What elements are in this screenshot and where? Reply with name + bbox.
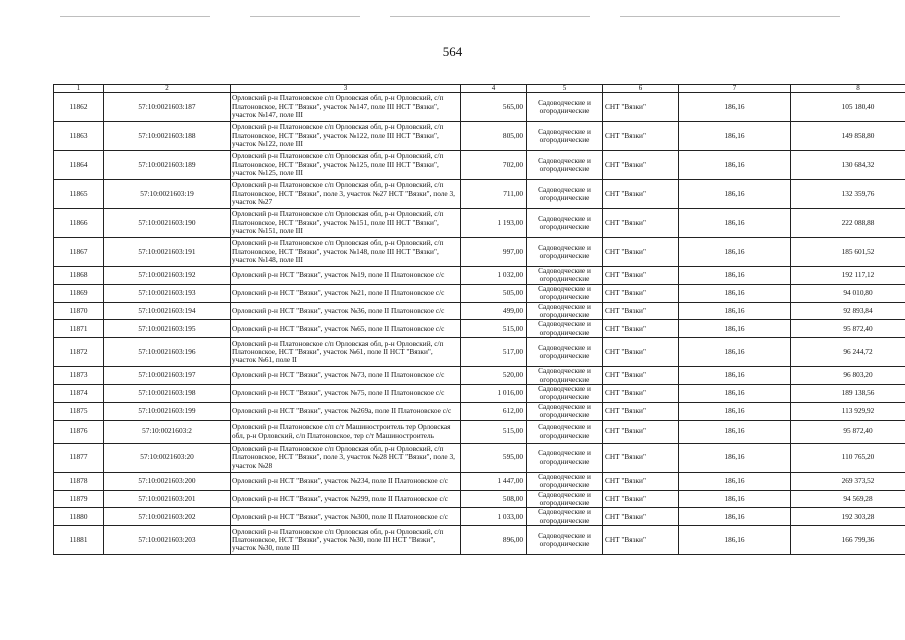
- land-use-cell: Садоводческие и огороднические: [527, 526, 603, 555]
- land-use-cell: Садоводческие и огороднические: [527, 267, 603, 285]
- cadastral-number: 57:10:0021603:19: [104, 180, 231, 209]
- cadastral-number: 57:10:0021603:193: [104, 284, 231, 302]
- table-row: [54, 338, 905, 367]
- cadastral-number: 57:10:0021603:194: [104, 302, 231, 320]
- organization-cell: СНТ "Вязки": [603, 267, 679, 285]
- header-row: [54, 85, 905, 93]
- table-row: [54, 238, 905, 267]
- row-number: 11871: [54, 320, 104, 338]
- area-cell: 896,00: [461, 526, 527, 555]
- row-number: 11862: [54, 93, 104, 122]
- column-header: 5: [527, 85, 603, 93]
- organization-cell: СНТ "Вязки": [603, 151, 679, 180]
- cadastral-value-cell: 95 872,40: [791, 320, 905, 338]
- organization-cell: СНТ "Вязки": [603, 284, 679, 302]
- price-cell: 186,16: [679, 508, 791, 526]
- address-cell: Орловский р-н Платоновское с/п Орловская обл, р-н Орловский, с/п Платоновское, НСТ "Вязки", участок №125, поле III НСТ "Вязки", участок №125, поле III: [231, 151, 461, 180]
- address-cell: Орловский р-н Платоновское с/п Орловская обл, р-н Орловский, с/п Платоновское, НСТ "Вязки", участок №61, поле II НСТ "Вязки", участок №61, поле II: [231, 338, 461, 367]
- price-cell: 186,16: [679, 122, 791, 151]
- land-use-cell: Садоводческие и огороднические: [527, 443, 603, 472]
- organization-cell: СНТ "Вязки": [603, 302, 679, 320]
- organization-cell: СНТ "Вязки": [603, 402, 679, 420]
- table-row: [54, 526, 905, 555]
- area-cell: 612,00: [461, 402, 527, 420]
- price-cell: 186,16: [679, 385, 791, 403]
- land-use-cell: Садоводческие и огороднические: [527, 472, 603, 490]
- cadastral-number: 57:10:0021603:191: [104, 238, 231, 267]
- organization-cell: СНТ "Вязки": [603, 420, 679, 443]
- area-cell: 508,00: [461, 490, 527, 508]
- cadastral-value-cell: 192 303,28: [791, 508, 905, 526]
- table-row: [54, 93, 905, 122]
- row-number: 11875: [54, 402, 104, 420]
- price-cell: 186,16: [679, 209, 791, 238]
- land-use-cell: Садоводческие и огороднические: [527, 151, 603, 180]
- row-number: 11876: [54, 420, 104, 443]
- land-use-cell: Садоводческие и огороднические: [527, 320, 603, 338]
- organization-cell: СНТ "Вязки": [603, 367, 679, 385]
- address-cell: Орловский р-н НСТ "Вязки", участок №73, поле II Платоновское с/с: [231, 367, 461, 385]
- table-row: [54, 420, 905, 443]
- row-number: 11865: [54, 180, 104, 209]
- column-header: 1: [54, 85, 104, 93]
- land-use-cell: Садоводческие и огороднические: [527, 180, 603, 209]
- land-use-cell: Садоводческие и огороднические: [527, 385, 603, 403]
- cadastral-value-cell: 166 799,36: [791, 526, 905, 555]
- land-use-cell: Садоводческие и огороднические: [527, 93, 603, 122]
- cadastral-value-cell: 222 088,88: [791, 209, 905, 238]
- address-cell: Орловский р-н НСТ "Вязки", участок №36, поле II Платоновское с/с: [231, 302, 461, 320]
- address-cell: Орловский р-н НСТ "Вязки", участок №269а, поле II Платоновское с/с: [231, 402, 461, 420]
- area-cell: 1 016,00: [461, 385, 527, 403]
- area-cell: 515,00: [461, 420, 527, 443]
- table-row: [54, 367, 905, 385]
- row-number: 11867: [54, 238, 104, 267]
- area-cell: 520,00: [461, 367, 527, 385]
- cadastral-number: 57:10:0021603:197: [104, 367, 231, 385]
- area-cell: 595,00: [461, 443, 527, 472]
- land-use-cell: Садоводческие и огороднические: [527, 490, 603, 508]
- row-number: 11863: [54, 122, 104, 151]
- cadastral-value-cell: 185 601,52: [791, 238, 905, 267]
- address-cell: Орловский р-н НСТ "Вязки", участок №65, поле II Платоновское с/с: [231, 320, 461, 338]
- address-cell: Орловский р-н Платоновское с/п Орловская обл, р-н Орловский, с/п Платоновское, НСТ "Вязки", поле 3, участок №27 НСТ "Вязки", поле 3, участок №27: [231, 180, 461, 209]
- row-number: 11879: [54, 490, 104, 508]
- area-cell: 805,00: [461, 122, 527, 151]
- scan-artifact: [620, 16, 840, 17]
- row-number: 11868: [54, 267, 104, 285]
- row-number: 11880: [54, 508, 104, 526]
- organization-cell: СНТ "Вязки": [603, 443, 679, 472]
- land-use-cell: Садоводческие и огороднические: [527, 338, 603, 367]
- organization-cell: СНТ "Вязки": [603, 338, 679, 367]
- land-use-cell: Садоводческие и огороднические: [527, 367, 603, 385]
- cadastral-value-cell: 94 010,80: [791, 284, 905, 302]
- address-cell: Орловский р-н НСТ "Вязки", участок №299, поле II Платоновское с/с: [231, 490, 461, 508]
- address-cell: Орловский р-н НСТ "Вязки", участок №21, поле II Платоновское с/с: [231, 284, 461, 302]
- address-cell: Орловский р-н НСТ "Вязки", участок №234, поле II Платоновское с/с: [231, 472, 461, 490]
- address-cell: Орловский р-н Платоновское с/п Орловская обл, р-н Орловский, с/п Платоновское, НСТ "Вязки", участок №148, поле III НСТ "Вязки", участок №148, поле III: [231, 238, 461, 267]
- row-number: 11869: [54, 284, 104, 302]
- area-cell: 711,00: [461, 180, 527, 209]
- scan-artifact: [60, 16, 210, 17]
- cadastral-value-cell: 94 569,28: [791, 490, 905, 508]
- address-cell: Орловский р-н Платоновское с/п с/т Машиностроитель тер Орловская обл, р-н Орловский, с/п Платоновское, тер с/т Машиностроитель: [231, 420, 461, 443]
- area-cell: 1 032,00: [461, 267, 527, 285]
- cadastral-number: 57:10:0021603:201: [104, 490, 231, 508]
- cadastral-number: 57:10:0021603:202: [104, 508, 231, 526]
- cadastral-number: 57:10:0021603:196: [104, 338, 231, 367]
- column-header: 2: [104, 85, 231, 93]
- address-cell: Орловский р-н Платоновское с/п Орловская обл, р-н Орловский, с/п Платоновское, НСТ "Вязки", участок №122, поле III НСТ "Вязки", участок №122, поле III: [231, 122, 461, 151]
- cadastral-number: 57:10:0021603:190: [104, 209, 231, 238]
- address-cell: Орловский р-н Платоновское с/п Орловская обл, р-н Орловский, с/п Платоновское, НСТ "Вязки", участок №151, поле III НСТ "Вязки", участок №151, поле III: [231, 209, 461, 238]
- table-row: [54, 209, 905, 238]
- address-cell: Орловский р-н НСТ "Вязки", участок №300, поле II Платоновское с/с: [231, 508, 461, 526]
- organization-cell: СНТ "Вязки": [603, 508, 679, 526]
- price-cell: 186,16: [679, 338, 791, 367]
- land-use-cell: Садоводческие и огороднические: [527, 209, 603, 238]
- price-cell: 186,16: [679, 420, 791, 443]
- price-cell: 186,16: [679, 320, 791, 338]
- cadastral-number: 57:10:0021603:199: [104, 402, 231, 420]
- price-cell: 186,16: [679, 472, 791, 490]
- land-use-cell: Садоводческие и огороднические: [527, 420, 603, 443]
- price-cell: 186,16: [679, 490, 791, 508]
- land-use-cell: Садоводческие и огороднические: [527, 508, 603, 526]
- price-cell: 186,16: [679, 267, 791, 285]
- area-cell: 499,00: [461, 302, 527, 320]
- cadastral-number: 57:10:0021603:200: [104, 472, 231, 490]
- row-number: 11864: [54, 151, 104, 180]
- column-header: 4: [461, 85, 527, 93]
- price-cell: 186,16: [679, 180, 791, 209]
- cadastral-value-cell: 110 765,20: [791, 443, 905, 472]
- row-number: 11870: [54, 302, 104, 320]
- organization-cell: СНТ "Вязки": [603, 472, 679, 490]
- address-cell: Орловский р-н Платоновское с/п Орловская обл, р-н Орловский, с/п Платоновское, НСТ "Вязки", участок №30, поле III НСТ "Вязки", участок №30, поле III: [231, 526, 461, 555]
- table-row: [54, 302, 905, 320]
- table-row: [54, 122, 905, 151]
- cadastral-value-cell: 189 138,56: [791, 385, 905, 403]
- table-row: [54, 402, 905, 420]
- cadastral-value-cell: 149 858,80: [791, 122, 905, 151]
- organization-cell: СНТ "Вязки": [603, 180, 679, 209]
- column-header: 6: [603, 85, 679, 93]
- land-plots-table: [53, 84, 905, 555]
- price-cell: 186,16: [679, 93, 791, 122]
- cadastral-number: 57:10:0021603:187: [104, 93, 231, 122]
- cadastral-value-cell: 269 373,52: [791, 472, 905, 490]
- cadastral-number: 57:10:0021603:189: [104, 151, 231, 180]
- row-number: 11877: [54, 443, 104, 472]
- address-cell: Орловский р-н НСТ "Вязки", участок №19, поле II Платоновское с/с: [231, 267, 461, 285]
- organization-cell: СНТ "Вязки": [603, 490, 679, 508]
- row-number: 11873: [54, 367, 104, 385]
- table-row: [54, 284, 905, 302]
- column-header: 3: [231, 85, 461, 93]
- cadastral-value-cell: 113 929,92: [791, 402, 905, 420]
- land-use-cell: Садоводческие и огороднические: [527, 122, 603, 151]
- organization-cell: СНТ "Вязки": [603, 385, 679, 403]
- organization-cell: СНТ "Вязки": [603, 526, 679, 555]
- table-row: [54, 443, 905, 472]
- price-cell: 186,16: [679, 402, 791, 420]
- cadastral-number: 57:10:0021603:188: [104, 122, 231, 151]
- land-use-cell: Садоводческие и огороднические: [527, 284, 603, 302]
- address-cell: Орловский р-н Платоновское с/п Орловская обл, р-н Орловский, с/п Платоновское, НСТ "Вязки", поле 3, участок №28 НСТ "Вязки", поле 3, участок №28: [231, 443, 461, 472]
- area-cell: 517,00: [461, 338, 527, 367]
- organization-cell: СНТ "Вязки": [603, 122, 679, 151]
- price-cell: 186,16: [679, 151, 791, 180]
- row-number: 11872: [54, 338, 104, 367]
- land-use-cell: Садоводческие и огороднические: [527, 402, 603, 420]
- table-row: [54, 151, 905, 180]
- price-cell: 186,16: [679, 238, 791, 267]
- scan-artifact: [390, 16, 590, 17]
- price-cell: 186,16: [679, 443, 791, 472]
- cadastral-value-cell: 105 180,40: [791, 93, 905, 122]
- area-cell: 702,00: [461, 151, 527, 180]
- cadastral-number: 57:10:0021603:20: [104, 443, 231, 472]
- cadastral-value-cell: 130 684,32: [791, 151, 905, 180]
- price-cell: 186,16: [679, 367, 791, 385]
- area-cell: 997,00: [461, 238, 527, 267]
- cadastral-value-cell: 96 803,20: [791, 367, 905, 385]
- area-cell: 565,00: [461, 93, 527, 122]
- row-number: 11881: [54, 526, 104, 555]
- column-header: 7: [679, 85, 791, 93]
- address-cell: Орловский р-н НСТ "Вязки", участок №75, поле II Платоновское с/с: [231, 385, 461, 403]
- organization-cell: СНТ "Вязки": [603, 238, 679, 267]
- organization-cell: СНТ "Вязки": [603, 93, 679, 122]
- price-cell: 186,16: [679, 302, 791, 320]
- table-row: [54, 508, 905, 526]
- cadastral-number: 57:10:0021603:192: [104, 267, 231, 285]
- organization-cell: СНТ "Вязки": [603, 209, 679, 238]
- table-row: [54, 472, 905, 490]
- row-number: 11874: [54, 385, 104, 403]
- land-use-cell: Садоводческие и огороднические: [527, 302, 603, 320]
- page-number: 564: [442, 44, 463, 59]
- area-cell: 1 193,00: [461, 209, 527, 238]
- price-cell: 186,16: [679, 284, 791, 302]
- row-number: 11866: [54, 209, 104, 238]
- area-cell: 515,00: [461, 320, 527, 338]
- cadastral-number: 57:10:0021603:195: [104, 320, 231, 338]
- column-header: 8: [791, 85, 905, 93]
- table-row: [54, 180, 905, 209]
- table-row: [54, 385, 905, 403]
- row-number: 11878: [54, 472, 104, 490]
- cadastral-number: 57:10:0021603:2: [104, 420, 231, 443]
- cadastral-value-cell: 192 117,12: [791, 267, 905, 285]
- cadastral-number: 57:10:0021603:198: [104, 385, 231, 403]
- cadastral-value-cell: 95 872,40: [791, 420, 905, 443]
- area-cell: 505,00: [461, 284, 527, 302]
- address-cell: Орловский р-н Платоновское с/п Орловская обл, р-н Орловский, с/п Платоновское, НСТ "Вязки", участок №147, поле III НСТ "Вязки", участок №147, поле III: [231, 93, 461, 122]
- cadastral-value-cell: 92 893,84: [791, 302, 905, 320]
- price-cell: 186,16: [679, 526, 791, 555]
- cadastral-value-cell: 96 244,72: [791, 338, 905, 367]
- cadastral-value-cell: 132 359,76: [791, 180, 905, 209]
- area-cell: 1 033,00: [461, 508, 527, 526]
- cadastral-number: 57:10:0021603:203: [104, 526, 231, 555]
- organization-cell: СНТ "Вязки": [603, 320, 679, 338]
- table-row: [54, 267, 905, 285]
- table-row: [54, 320, 905, 338]
- land-use-cell: Садоводческие и огороднические: [527, 238, 603, 267]
- area-cell: 1 447,00: [461, 472, 527, 490]
- table-row: [54, 490, 905, 508]
- scan-artifact: [250, 16, 360, 17]
